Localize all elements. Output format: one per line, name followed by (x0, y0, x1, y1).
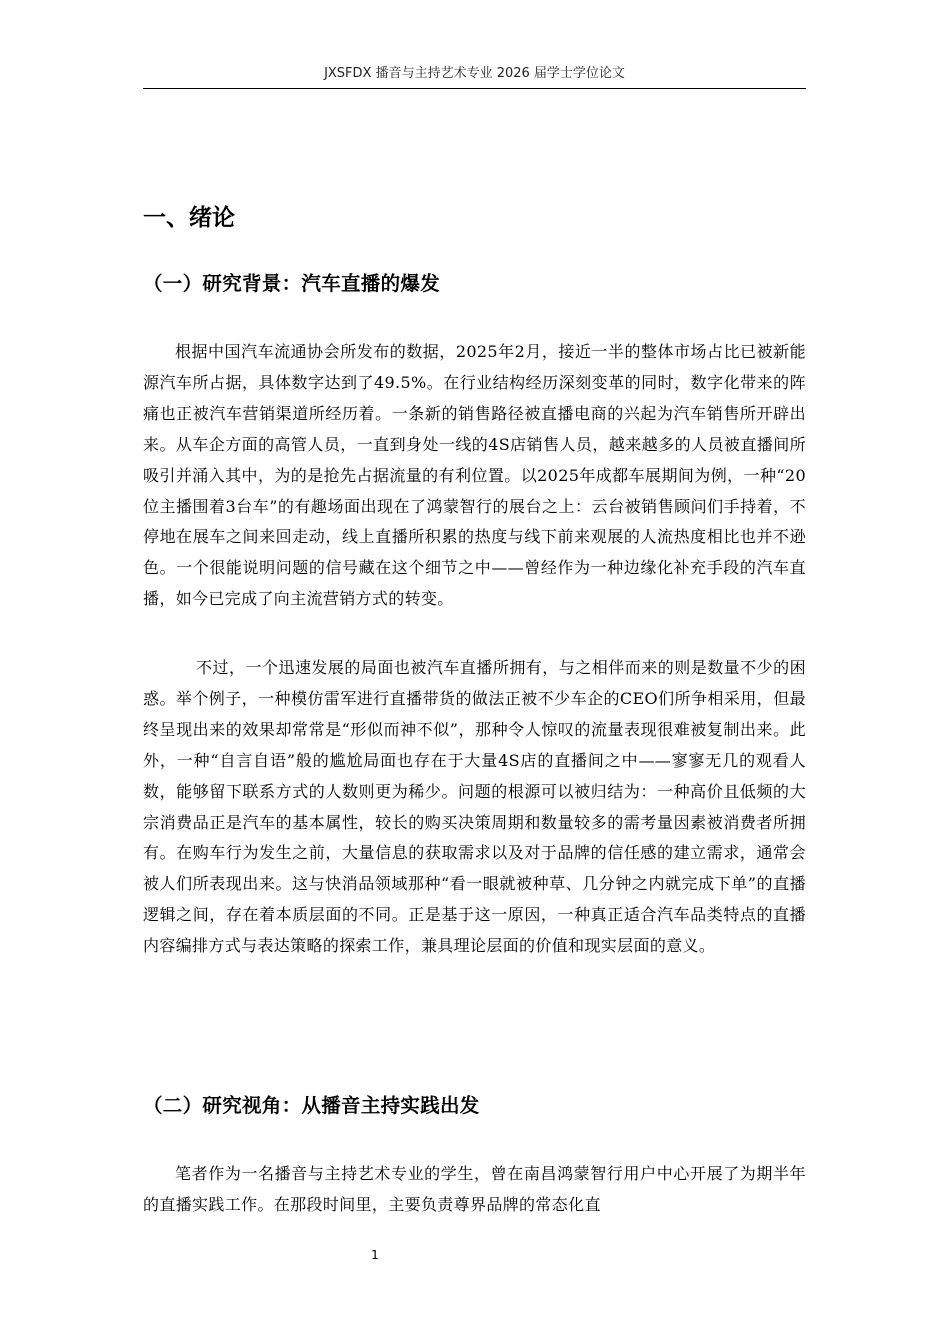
body-paragraph: 笔者作为一名播音与主持艺术专业的学生，曾在南昌鸿蒙智行用户中心开展了为期半年的直播实践工作。在那段时间里，主要负责尊界品牌的常态化直 (143, 1164, 806, 1214)
page-number: 1 (371, 1248, 379, 1262)
section-title-perspective: （二）研究视角：从播音主持实践出发 (143, 1094, 480, 1117)
body-paragraph: 根据中国汽车流通协会所发布的数据，2025年2月，接近一半的整体市场占比已被新能源汽车所占据，具体数字达到了49.5%。在行业结构经历深刻变革的同时，数字化带来的阵痛也正被汽车营销渠道所经历着。一条新的销售路径被直播电商的兴起为汽车销售所开辟出来。从车企方面的高管人员，一直到身处一线的4S店销售人员，越来越多的人员被直播间所吸引并涌入其中，为的是抢先占据流量的有利位置。以2025年成都车展期间为例，一种“20位主播围着3台车”的有趣场面出现在了鸿蒙智行的展台之上：云台被销售顾问们手持着，不停地在展车之间来回走动，线上直播所积累的热度与线下前来观展的人流热度相比也并不逊色。一个很能说明问题的信号藏在这个细节之中——曾经作为一种边缘化补充手段的汽车直播，如今已完成了向主流营销方式的转变。 (143, 342, 806, 609)
running-header: JXSFDX 播音与主持艺术专业 2026 届学士学位论文 (324, 66, 625, 81)
chapter-title: 一、绪论 (143, 205, 235, 231)
section-title-background: （一）研究背景：汽车直播的爆发 (143, 272, 441, 295)
header-rule (143, 88, 806, 89)
body-paragraph: 不过，一个迅速发展的局面也被汽车直播所拥有，与之相伴而来的则是数量不少的困惑。举个例子，一种模仿雷军进行直播带货的做法正被不少车企的CEO们所争相采用，但最终呈现出来的效果却常常是“形似而神不似”，那种令人惊叹的流量表现很难被复制出来。此外，一种“自言自语”般的尴尬局面也存在于大量4S店的直播间之中——寥寥无几的观看人数，能够留下联系方式的人数则更为稀少。问题的根源可以被归结为：一种高价且低频的大宗消费品正是汽车的基本属性，较长的购买决策周期和数量较多的需考量因素被消费者所拥有。在购车行为发生之前，大量信息的获取需求以及对于品牌的信任感的建立需求，通常会被人们所表现出来。这与快消品领域那种“看一眼就被种草、几分钟之内就完成下单”的直播逻辑之间，存在着本质层面的不同。正是基于这一原因，一种真正适合汽车品类特点的直播内容编排方式与表达策略的探索工作，兼具理论层面的价值和现实层面的意义。 (143, 658, 806, 956)
